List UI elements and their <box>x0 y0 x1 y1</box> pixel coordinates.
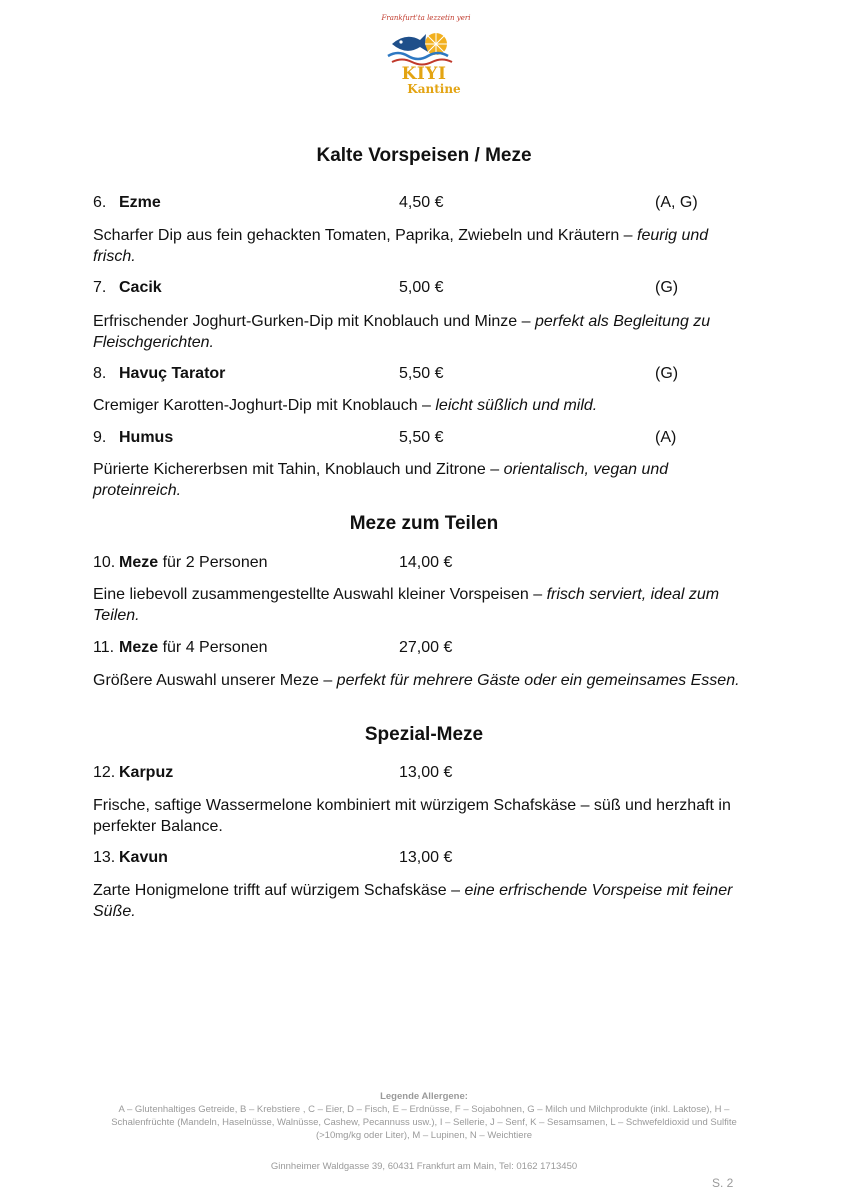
item-description <box>93 880 753 922</box>
description-italic: eine erfrischende Vorspeise mit feiner Süße. <box>93 882 733 920</box>
item-number: 8. <box>93 365 107 382</box>
item-name: Meze <box>119 639 159 656</box>
description-text: Eine liebevoll zusammengestellte Auswahl kleiner Vorspeisen – <box>93 586 547 603</box>
item-number: 7. <box>93 279 107 296</box>
item-name-suffix: für 4 Personen <box>158 639 268 656</box>
logo-name: KIYI <box>401 64 447 84</box>
item-description <box>93 670 753 691</box>
section-title-meze-zum-teilen: Meze zum Teilen <box>349 513 499 534</box>
item-allergens: (A, G) <box>655 194 698 211</box>
description-text: Erfrischender Joghurt-Gurken-Dip mit Knoblauch und Minze – <box>93 313 535 330</box>
menu-item-row <box>93 762 753 784</box>
legend-title: Legende Allergene: <box>380 1091 468 1102</box>
allergen-legend <box>90 1090 758 1142</box>
description-text: Cremiger Karotten-Joghurt-Dip mit Knoblauch – <box>93 397 436 414</box>
footer-address: Ginnheimer Waldgasse 39, 60431 Frankfurt am Main, Tel: 0162 1713450 <box>270 1161 578 1172</box>
item-price: 4,50 € <box>399 194 444 211</box>
item-price: 5,00 € <box>399 279 444 296</box>
item-name-suffix: für 2 Personen <box>158 554 268 571</box>
item-description <box>93 395 753 416</box>
menu-item-row <box>93 427 753 449</box>
item-description <box>93 311 753 353</box>
item-name: Meze <box>119 554 159 571</box>
page-number: S. 2 <box>712 1176 734 1190</box>
item-name-wrap <box>119 847 168 869</box>
item-name: Cacik <box>119 279 162 296</box>
item-allergens: (A) <box>655 429 677 446</box>
item-allergens: (G) <box>655 279 679 296</box>
item-price: 5,50 € <box>399 429 444 446</box>
kiyi-kantine-logo <box>372 14 476 100</box>
item-name: Karpuz <box>119 764 174 781</box>
item-number: 10. <box>93 554 116 571</box>
logo-subname: Kantine <box>407 82 461 96</box>
description-italic: orientalisch, vegan und proteinreich. <box>93 461 669 499</box>
description-text: Pürierte Kichererbsen mit Tahin, Knoblauch und Zitrone – <box>93 461 504 478</box>
menu-item-row <box>93 847 753 869</box>
item-name-wrap <box>119 762 173 784</box>
item-name: Havuç Tarator <box>119 365 226 382</box>
item-number: 12. <box>93 764 116 781</box>
item-description <box>93 795 753 837</box>
menu-item-row <box>93 192 753 214</box>
item-number: 9. <box>93 429 107 446</box>
item-price: 27,00 € <box>399 639 453 656</box>
item-name-wrap <box>119 637 268 659</box>
item-name: Ezme <box>119 194 161 211</box>
item-name-wrap <box>119 192 161 214</box>
menu-item-row <box>93 277 753 299</box>
item-price: 5,50 € <box>399 365 444 382</box>
item-name: Humus <box>119 429 174 446</box>
item-price: 13,00 € <box>399 849 453 866</box>
item-number: 11. <box>93 639 115 656</box>
description-italic: frisch serviert, ideal zum Teilen. <box>93 586 720 624</box>
description-italic: perfekt für mehrere Gäste oder ein gemeinsames Essen. <box>336 672 740 689</box>
item-name-wrap <box>119 552 268 574</box>
menu-item-row <box>93 363 753 385</box>
item-description <box>93 225 753 267</box>
description-text: Scharfer Dip aus fein gehackten Tomaten, Paprika, Zwiebeln und Kräutern – <box>93 227 638 244</box>
item-name-wrap <box>119 277 162 299</box>
legend-text: A – Glutenhaltiges Getreide, B – Krebstiere , C – Eier, D – Fisch, E – Erdnüsse, F – Sojabohnen, G – Milch und Milchprodukte (inkl. Laktose), H – Schalenfrüchte (Mandeln, Haselnüsse, Walnüsse, Cashew, Pecannuss usw.), I – Sellerie, J – Senf, K – Sesamsamen, L – Schwefeldioxid und Sulfite (>10mg/kg oder Liter), M – Lupinen, N – Weichtiere <box>111 1104 737 1141</box>
item-number: 13. <box>93 849 116 866</box>
logo-tagline: Frankfurt'ta lezzetin yeri <box>381 14 471 22</box>
item-description <box>93 459 753 501</box>
description-text: Frische, saftige Wassermelone kombiniert mit würzigem Schafskäse – süß und herzhaft in perfekter Balance. <box>93 797 731 835</box>
item-description <box>93 584 753 626</box>
section-title-kalte-vorspeisen: Kalte Vorspeisen / Meze <box>316 145 532 166</box>
item-name-wrap <box>119 427 173 449</box>
description-italic: leicht süßlich und mild. <box>435 397 598 414</box>
item-allergens: (G) <box>655 365 679 382</box>
menu-item-row <box>93 637 753 659</box>
item-number: 6. <box>93 194 107 211</box>
description-italic: feurig und frisch. <box>93 227 709 265</box>
item-price: 13,00 € <box>399 764 453 781</box>
item-name: Kavun <box>119 849 168 866</box>
description-text: Größere Auswahl unserer Meze – <box>93 672 337 689</box>
item-price: 14,00 € <box>399 554 453 571</box>
fish-sun-icon <box>384 22 464 66</box>
item-name-wrap <box>119 363 225 385</box>
description-italic: perfekt als Begleitung zu Fleischgerichten. <box>93 313 711 351</box>
description-text: Zarte Honigmelone trifft auf würzigem Schafskäse – <box>93 882 465 899</box>
menu-item-row <box>93 552 753 574</box>
section-title-spezial-meze: Spezial-Meze <box>364 724 484 745</box>
